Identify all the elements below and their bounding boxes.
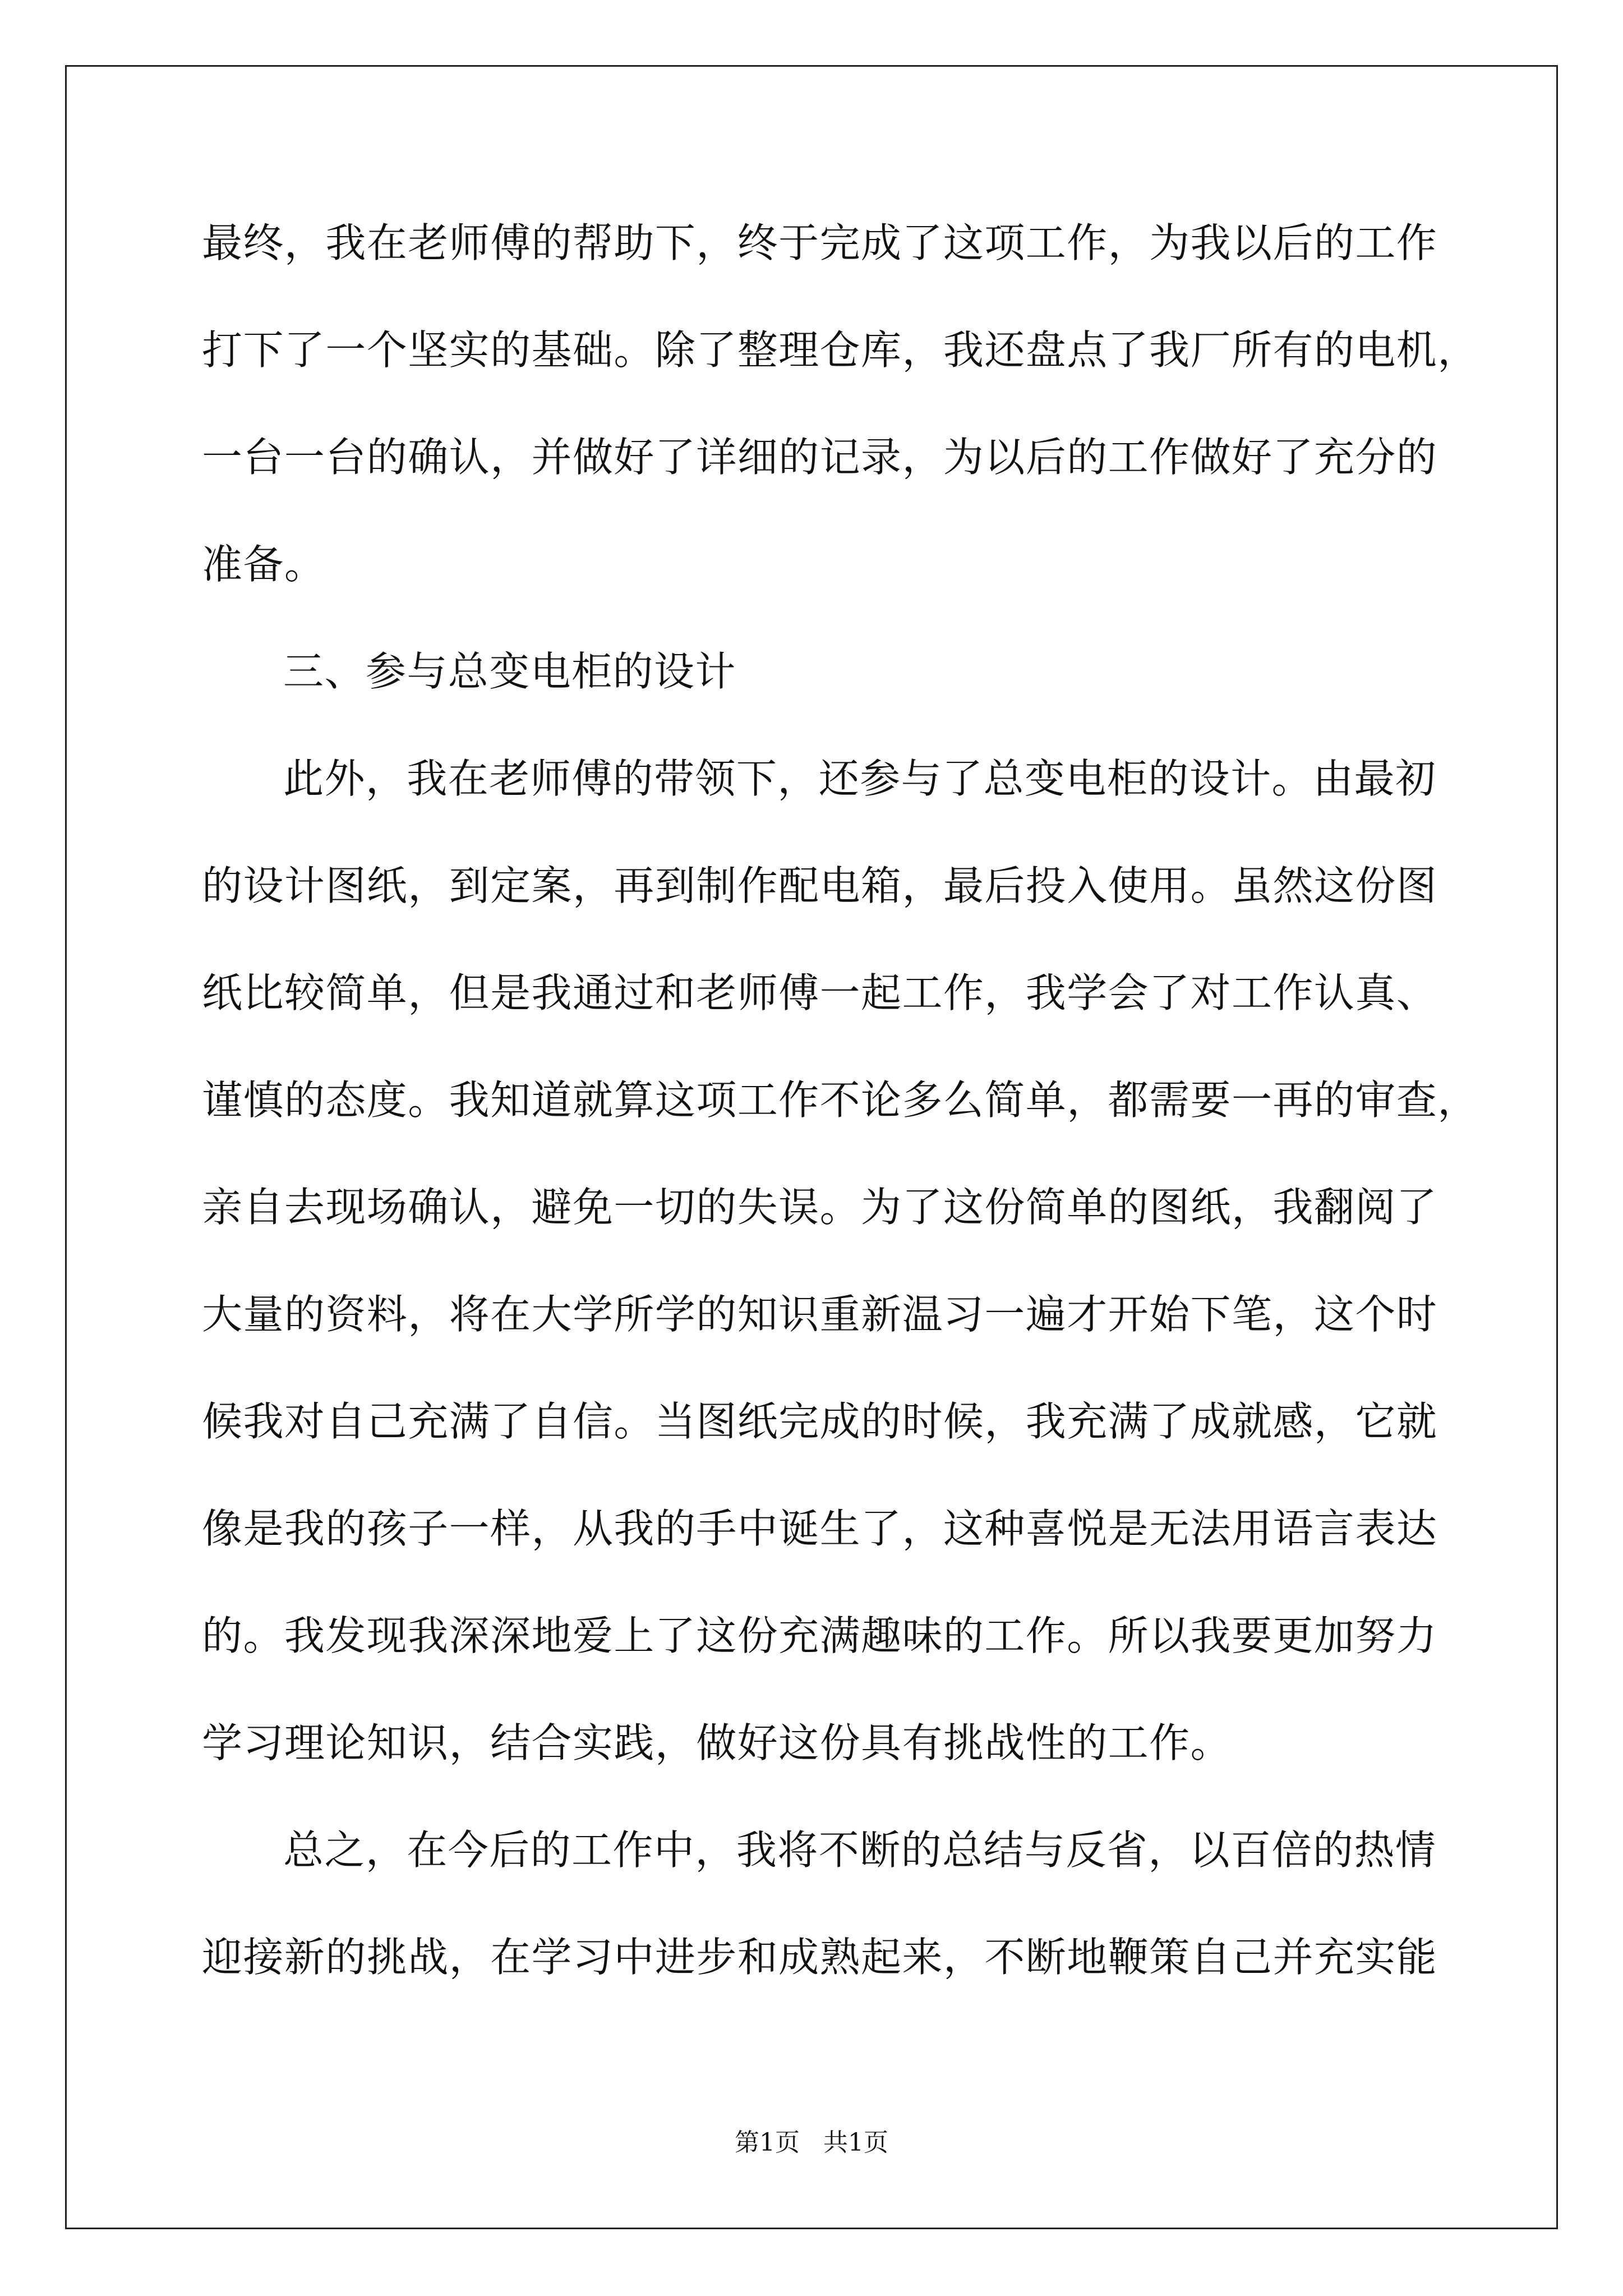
text-line: 候我对自己充满了自信。当图纸完成的时候，我充满了成就感，它就 [202, 1398, 1438, 1445]
text-line: 像是我的孩子一样，从我的手中诞生了，这种喜悦是无法用语言表达 [202, 1505, 1438, 1552]
text-line: 打下了一个坚实的基础。除了整理仓库，我还盘点了我厂所有的电机， [202, 326, 1479, 374]
text-line: 总之，在今后的工作中，我将不断的总结与反省，以百倍的热情 [283, 1826, 1437, 1874]
text-line: 纸比较简单，但是我通过和老师傅一起工作，我学会了对工作认真、 [202, 969, 1438, 1016]
text-line: 最终，我在老师傅的帮助下，终于完成了这项工作，为我以后的工作 [202, 219, 1438, 266]
page-number-footer: 第1页 共1页 [735, 2128, 888, 2157]
text-line: 亲自去现场确认，避免一切的失误。为了这份简单的图纸，我翻阅了 [202, 1184, 1438, 1231]
text-line: 此外，我在老师傅的带领下，还参与了总变电柜的设计。由最初 [283, 755, 1437, 802]
text-line: 的。我发现我深深地爱上了这份充满趣味的工作。所以我要更加努力 [202, 1612, 1438, 1659]
text-line: 大量的资料，将在大学所学的知识重新温习一遍才开始下笔，这个时 [202, 1291, 1438, 1338]
text-line: 学习理论知识，结合实践，做好这份具有挑战性的工作。 [202, 1719, 1232, 1766]
text-line: 一台一台的确认，并做好了详细的记录，为以后的工作做好了充分的 [202, 434, 1438, 481]
text-line: 迎接新的挑战，在学习中进步和成熟起来，不断地鞭策自己并充实能 [202, 1934, 1438, 1981]
text-line: 准备。 [202, 541, 326, 588]
text-line: 谨慎的态度。我知道就算这项工作不论多么简单，都需要一再的审查， [202, 1076, 1479, 1124]
text-line: 的设计图纸，到定案，再到制作配电箱，最后投入使用。虽然这份图 [202, 862, 1438, 909]
document-body [202, 216, 1479, 2037]
section-heading: 三、参与总变电柜的设计 [283, 648, 736, 695]
